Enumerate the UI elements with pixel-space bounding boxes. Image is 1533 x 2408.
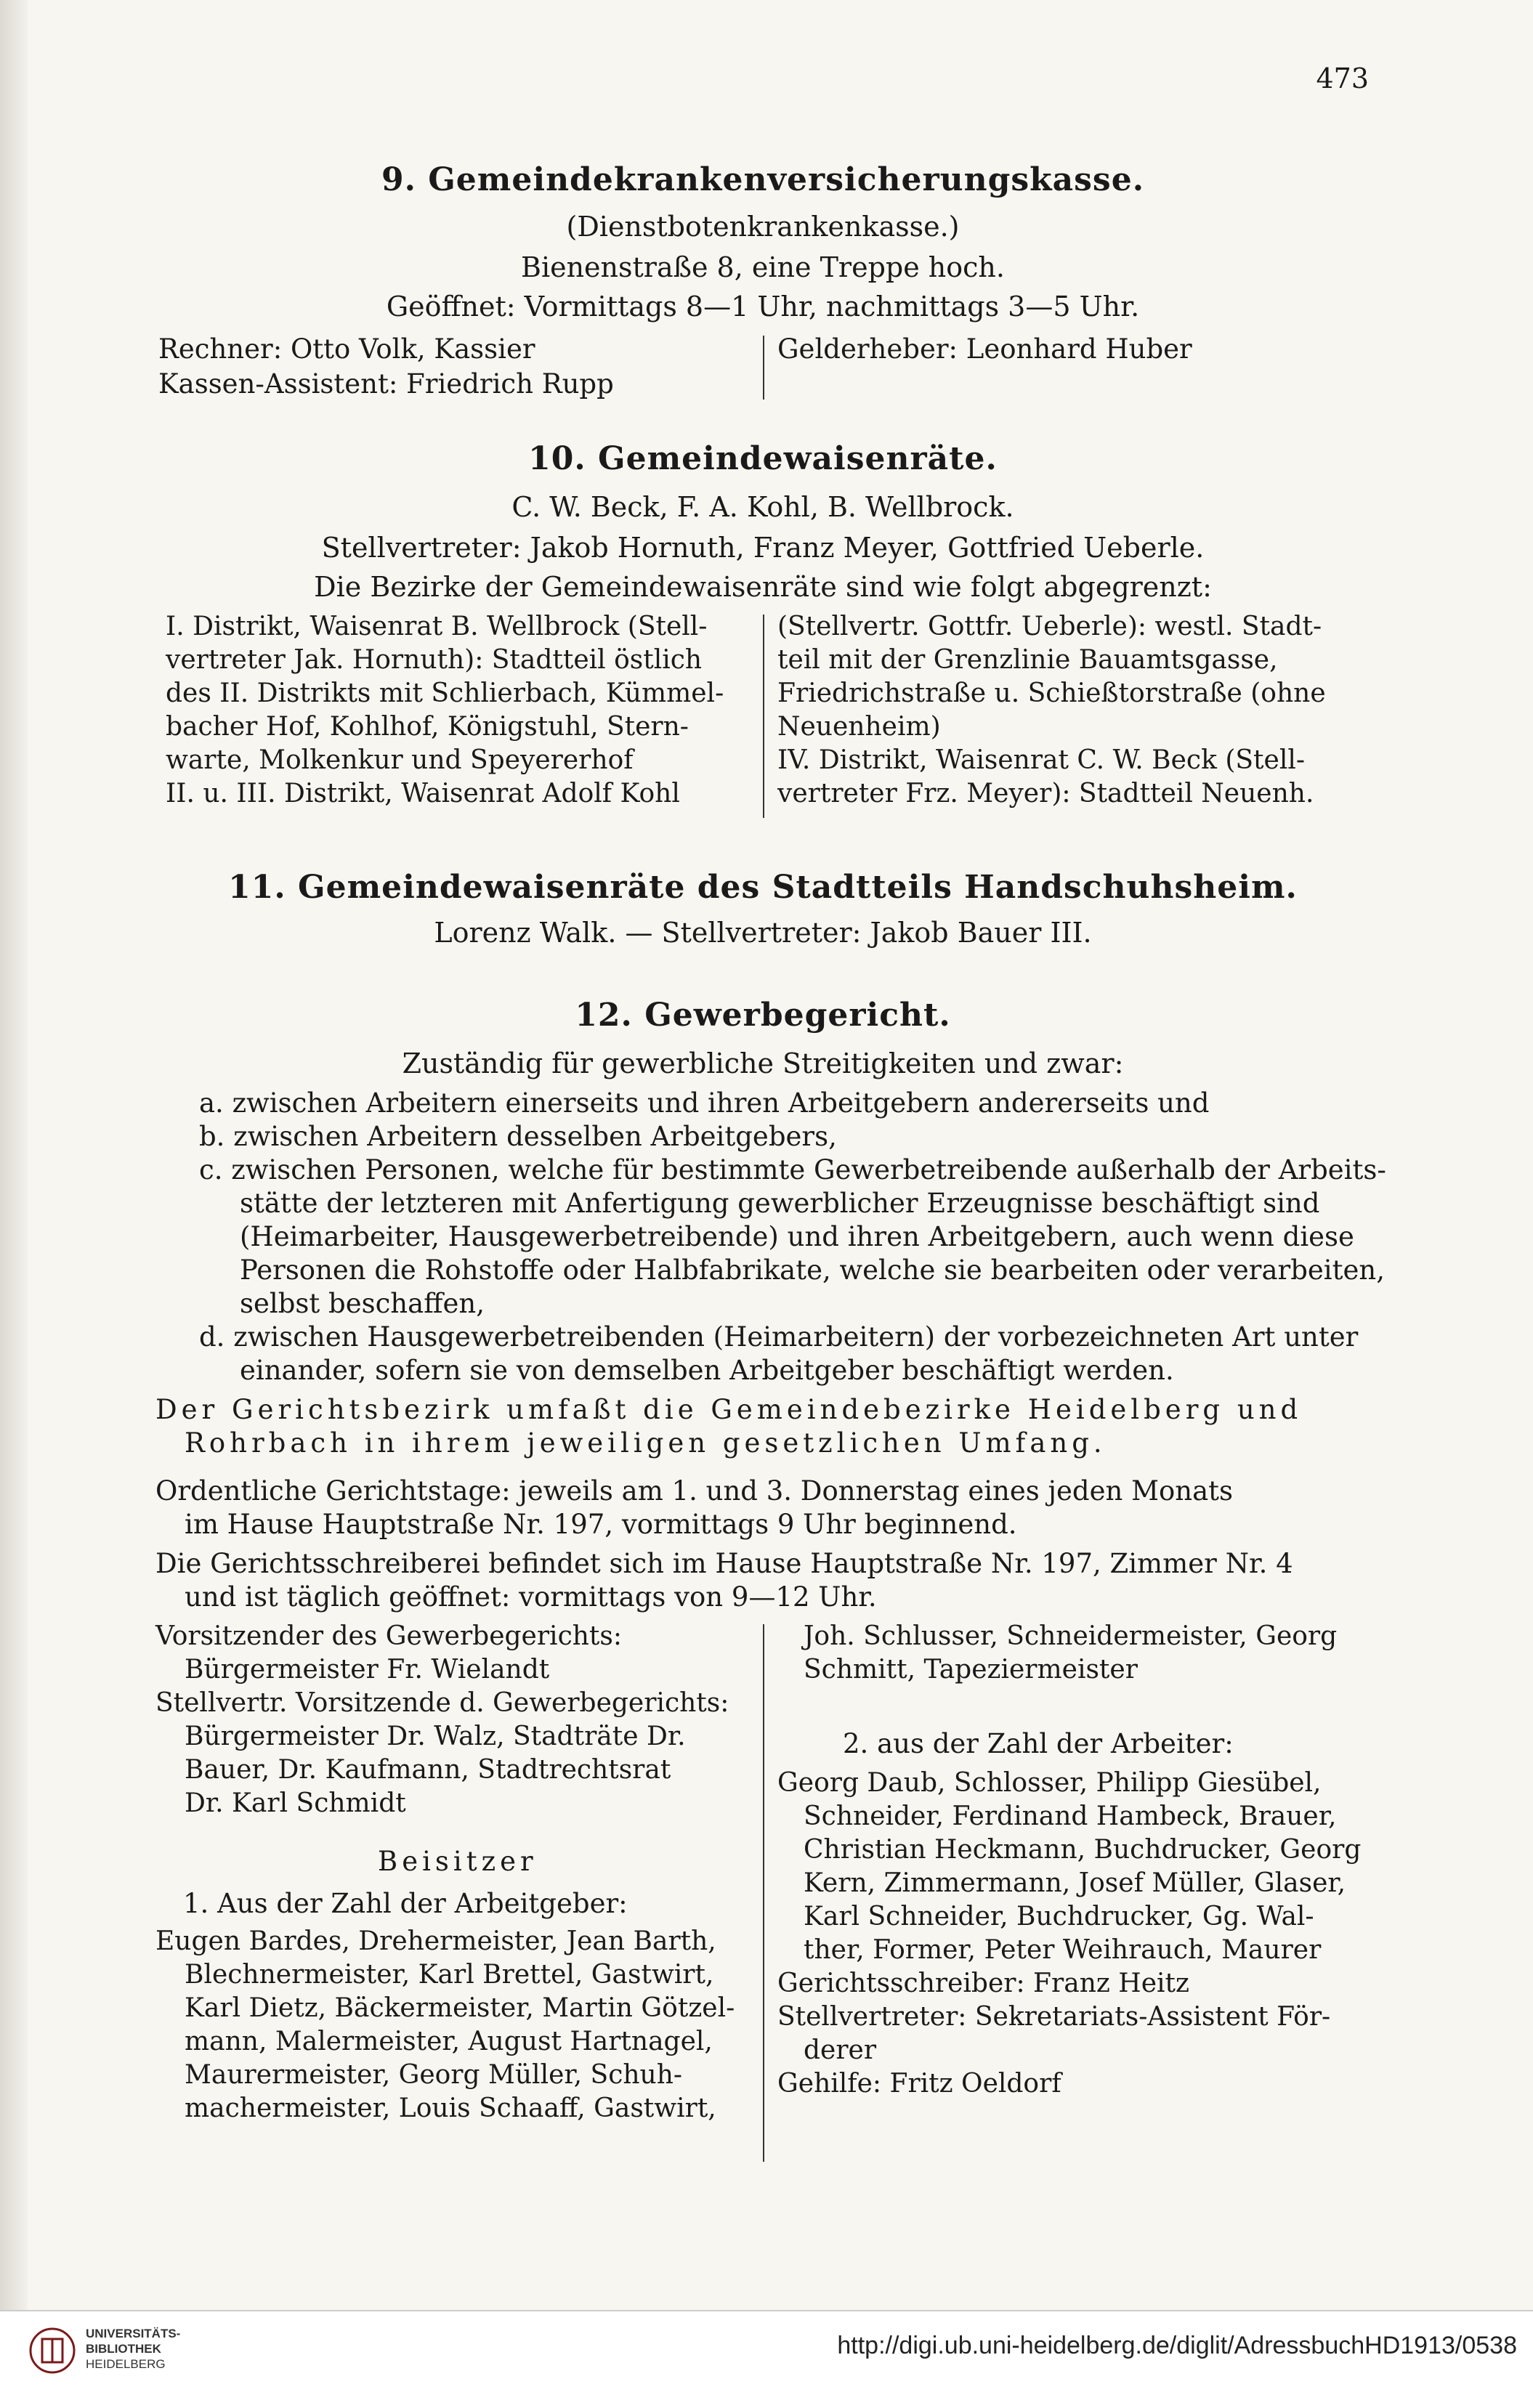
text-line: vertreter Frz. Meyer): Stadtteil Neuenh. (777, 779, 1314, 808)
section-10-sub3: Die Bezirke der Gemeindewaisenräte sind wie folgt abgegrenzt: (314, 571, 1212, 603)
section-9-heading: 9. Gemeindekrankenversicherungskasse. (381, 161, 1145, 198)
text-line: bacher Hof, Kohlhof, Königstuhl, Stern- (166, 712, 689, 742)
list-item: b. zwischen Arbeitern desselben Arbeitgebers, (199, 1121, 837, 1152)
paragraph-line: Ordentliche Gerichtstage: jeweils am 1. und 3. Donnerstag eines jeden Monats (155, 1475, 1233, 1507)
text-line: Gehilfe: Fritz Oeldorf (777, 2069, 1061, 2099)
text-line: teil mit der Grenzlinie Bauamtsgasse, (777, 645, 1278, 675)
section-9-left1: Rechner: Otto Volk, Kassier (158, 333, 535, 365)
list-item: (Heimarbeiter, Hausgewerbetreibende) und ihren Arbeitgebern, auch wenn diese (240, 1221, 1354, 1252)
text-line: Blechnermeister, Karl Brettel, Gastwirt, (185, 1960, 714, 1990)
workers-heading: 2. aus der Zahl der Arbeiter: (843, 1728, 1234, 1759)
library-logo-icon (29, 2327, 76, 2374)
text-line: (Stellvertr. Gottfr. Ueberle): westl. Stadt- (777, 612, 1322, 641)
list-item: d. zwischen Hausgewerbetreibenden (Heimarbeitern) der vorbezeichneten Art unter (199, 1321, 1359, 1353)
text-line: Gerichtsschreiber: Franz Heitz (777, 1969, 1189, 1998)
section-10-sub1: C. W. Beck, F. A. Kohl, B. Wellbrock. (511, 491, 1014, 523)
paragraph-line: und ist täglich geöffnet: vormittags von 9—12 Uhr. (185, 1581, 877, 1613)
text-line: Bürgermeister Dr. Walz, Stadträte Dr. (185, 1722, 686, 1751)
library-name-line: BIBLIOTHEK (86, 2342, 161, 2356)
paragraph-line: Die Gerichtsschreiberei befindet sich im Hause Hauptstraße Nr. 197, Zimmer Nr. 4 (155, 1548, 1293, 1579)
text-line: Christian Heckmann, Buchdrucker, Georg (804, 1835, 1362, 1865)
text-line: Bauer, Dr. Kaufmann, Stadtrechtsrat (185, 1755, 671, 1785)
list-item: a. zwischen Arbeitern einerseits und ihren Arbeitgebern andererseits und (199, 1087, 1210, 1119)
list-item: stätte der letzteren mit Anfertigung gewerblicher Erzeugnisse beschäftigt sind (240, 1188, 1320, 1219)
text-line: ther, Former, Peter Weihrauch, Maurer (804, 1935, 1322, 1965)
text-line: Karl Dietz, Bäckermeister, Martin Götzel- (185, 1993, 735, 2023)
text-line: Neuenheim) (777, 712, 941, 742)
section-11-sub1: Lorenz Walk. — Stellvertreter: Jakob Bauer III. (434, 917, 1092, 949)
section-11-heading: 11. Gemeindewaisenräte des Stadtteils Handschuhsheim. (228, 869, 1298, 906)
text-line: des II. Distrikts mit Schlierbach, Kümmel- (166, 678, 724, 708)
employers-list (155, 1925, 759, 2125)
paragraph-line: Der Gerichtsbezirk umfaßt die Gemeindebezirke Heidelberg und (155, 1394, 1303, 1425)
section-12-intro: Zuständig für gewerbliche Streitigkeiten und zwar: (402, 1047, 1124, 1079)
section-9-sub1: (Dienstbotenkrankenkasse.) (566, 211, 960, 243)
library-name-line: HEIDELBERG (86, 2357, 166, 2371)
text-line: Dr. Karl Schmidt (185, 1788, 406, 1818)
employers-heading: 1. Aus der Zahl der Arbeitgeber: (183, 1888, 628, 1919)
text-line: vertreter Jak. Hornuth): Stadtteil östlich (166, 645, 703, 675)
text-line: Georg Daub, Schlosser, Philipp Giesübel, (777, 1768, 1322, 1798)
paragraph-line: Rohrbach in ihrem jeweiligen gesetzlichen Umfang. (185, 1427, 1107, 1459)
text-line: machermeister, Louis Schaaff, Gastwirt, (185, 2093, 716, 2123)
text-line: warte, Molkenkur und Speyererhof (166, 745, 634, 775)
text-line: Joh. Schlusser, Schneidermeister, Georg (804, 1621, 1338, 1651)
workers-list (777, 1767, 1388, 2101)
text-line: I. Distrikt, Waisenrat B. Wellbrock (Stell- (166, 612, 708, 641)
section-12-heading: 12. Gewerbegericht. (575, 997, 951, 1034)
text-line: derer (804, 2035, 877, 2065)
text-line: Schmitt, Tapeziermeister (804, 1655, 1138, 1685)
library-name (86, 2326, 180, 2372)
section-10-sub2: Stellvertreter: Jakob Hornuth, Franz Meyer, Gottfried Ueberle. (321, 532, 1205, 564)
text-line: Karl Schneider, Buchdrucker, Gg. Wal- (804, 1902, 1314, 1931)
library-name-line: UNIVERSITÄTS- (86, 2327, 181, 2340)
text-line: Bürgermeister Fr. Wielandt (185, 1655, 550, 1685)
section-9-sub3: Geöffnet: Vormittags 8—1 Uhr, nachmittags 3—5 Uhr. (386, 291, 1140, 323)
paragraph-line: im Hause Hauptstraße Nr. 197, vormittags 9 Uhr beginnend. (185, 1509, 1017, 1540)
section-10-right-column (777, 610, 1380, 811)
section-9-right1: Gelderheber: Leonhard Huber (777, 333, 1192, 365)
text-line: IV. Distrikt, Waisenrat C. W. Beck (Stell- (777, 745, 1306, 775)
permalink-url[interactable]: http://digi.ub.uni-heidelberg.de/diglit/AdressbuchHD1913/0538 (837, 2332, 1517, 2359)
text-line: Stellvertr. Vorsitzende d. Gewerbegerichts: (155, 1688, 729, 1718)
section-10-heading: 10. Gemeindewaisenräte. (528, 440, 998, 477)
footer-bar (0, 2310, 1533, 2408)
page-number: 473 (1316, 62, 1369, 94)
text-line: Friedrichstraße u. Schießtorstraße (ohne (777, 678, 1326, 708)
list-item: einander, sofern sie von demselben Arbeitgeber beschäftigt werden. (240, 1355, 1174, 1386)
column-divider (763, 336, 764, 400)
column-divider (763, 615, 764, 818)
text-line: II. u. III. Distrikt, Waisenrat Adolf Kohl (166, 779, 680, 808)
text-line: Stellvertreter: Sekretariats-Assistent För- (777, 2002, 1331, 2032)
text-line: Schneider, Ferdinand Hambeck, Brauer, (804, 1801, 1337, 1831)
text-line: Maurermeister, Georg Müller, Schuh- (185, 2060, 683, 2090)
section-9-left2: Kassen-Assistent: Friedrich Rupp (158, 368, 614, 400)
scan-edge (0, 0, 28, 2407)
text-line: Kern, Zimmermann, Josef Müller, Glaser, (804, 1868, 1346, 1898)
text-line: Vorsitzender des Gewerbegerichts: (155, 1621, 622, 1651)
list-item: selbst beschaffen, (240, 1288, 485, 1319)
section-9-sub2: Bienenstraße 8, eine Treppe hoch. (521, 251, 1005, 283)
text-line: mann, Malermeister, August Hartnagel, (185, 2027, 713, 2056)
text-line: Eugen Bardes, Drehermeister, Jean Barth, (155, 1926, 716, 1956)
list-item: c. zwischen Personen, welche für bestimmte Gewerbetreibende außerhalb der Arbeits- (199, 1154, 1386, 1185)
court-left-column (155, 1620, 759, 1820)
list-item: Personen die Rohstoffe oder Halbfabrikate, welche sie bearbeiten oder verarbeiten, (240, 1254, 1385, 1286)
court-right-top (777, 1620, 1388, 1687)
beisitzer-heading: Beisitzer (378, 1846, 538, 1877)
column-divider (763, 1624, 764, 2162)
section-10-left-column (166, 610, 754, 811)
